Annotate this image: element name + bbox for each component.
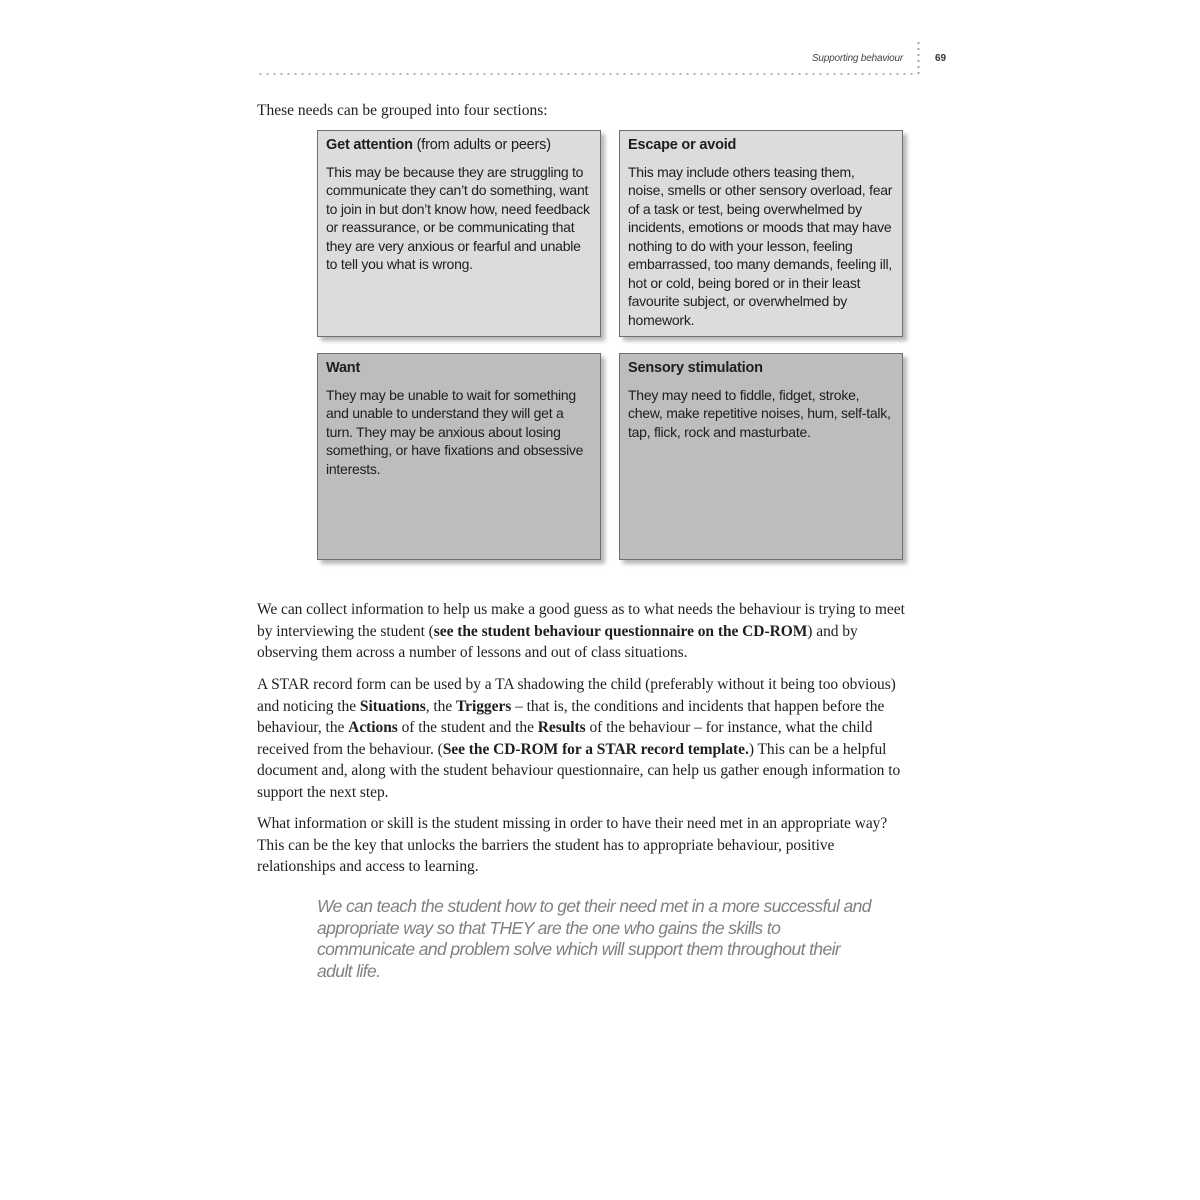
paragraph-text: ) This can be a helpful document and, along with the student behaviour questionnaire, can help us gather enough information to support the next step. — [257, 740, 901, 801]
body-paragraph-collect-information — [257, 599, 905, 664]
paragraph-bold-reference: see the student behaviour questionnaire on the CD-ROM — [433, 622, 808, 640]
header-dotted-rule — [257, 72, 917, 76]
needs-box-body: This may be because they are struggling to communicate they can’t do something, want to join in but don’t know how, need feedback or reassurance, or be communicating that they are very anxious or fearful and unable to tell you what is wrong. — [326, 163, 590, 272]
needs-box-title — [628, 359, 894, 378]
body-paragraph-missing-skill: What information or skill is the student missing in order to have their need met in an appropriate way? This can be the key that unlocks the barriers the student has to appropriate behaviour, positive relationships and access to learning. — [257, 815, 888, 875]
needs-box-sensory-stimulation — [619, 353, 903, 560]
paragraph-bold-term: Triggers — [456, 697, 512, 715]
needs-box-title-bold: Get attention — [326, 137, 413, 153]
needs-box-body: This may include others teasing them, noise, smells or other sensory overload, fear of a task or test, being overwhelmed by incidents, emotions or moods that may have nothing to do with your lesson, feeling embarrassed, too many demands, feeling ill, hot or cold, being bored or in their least favourite subject, or overwhelmed by homework. — [628, 163, 893, 328]
paragraph-text: A STAR record form can be used by a TA shadowing the child (preferably without it being too obvious) and noticing the — [257, 676, 896, 715]
paragraph-text: , the — [425, 697, 456, 715]
needs-box-escape-or-avoid — [619, 130, 903, 337]
running-header-section: Supporting behaviour — [811, 53, 903, 64]
paragraph-bold-term: Results — [537, 719, 586, 736]
needs-box-body: They may be unable to wait for something and unable to understand they will get a turn. They may be anxious about losing something, or have fixations and obsessive interests. — [326, 386, 584, 477]
body-paragraph-star-record — [257, 674, 905, 803]
paragraph-text: of the student and the — [397, 719, 538, 736]
header-divider-dots — [917, 40, 920, 78]
needs-box-get-attention — [317, 130, 601, 337]
needs-box-title-bold: Escape or avoid — [628, 137, 737, 153]
needs-box-title-bold: Want — [326, 360, 361, 376]
paragraph-bold-reference: See the CD-ROM for a STAR record template. — [442, 740, 749, 758]
paragraph-text: – that is, the conditions and incidents that happen before the behaviour, the — [257, 697, 885, 736]
paragraph-text: ) and by observing them across a number of lessons and out of class situations. — [257, 622, 858, 661]
paragraph-text: of the behaviour – for instance, what the child received from the behaviour. ( — [257, 719, 873, 758]
needs-box-want — [317, 353, 601, 560]
needs-box-body: They may need to fiddle, fidget, stroke, chew, make repetitive noises, hum, self-talk, tap, flick, rock and masturbate. — [628, 386, 891, 440]
needs-box-title-bold: Sensory stimulation — [628, 360, 763, 376]
intro-sentence: These needs can be grouped into four sections: — [257, 102, 548, 119]
page-number: 69 — [935, 53, 947, 64]
needs-box-title — [326, 136, 592, 155]
paragraph-text: We can collect information to help us make a good guess as to what needs the behaviour is trying to meet by interviewing the student ( — [257, 601, 905, 640]
paragraph-bold-term: Actions — [348, 719, 398, 736]
paragraph-bold-term: Situations — [359, 697, 426, 715]
needs-box-title-rest: (from adults or peers) — [412, 137, 551, 153]
pull-quote: We can teach the student how to get their need met in a more successful and appropriate way so that THEY are the one who gains the skills to communicate and problem solve which will support them throughout their adult life. — [317, 896, 871, 981]
needs-box-title — [326, 359, 592, 378]
running-header — [0, 52, 1200, 72]
needs-box-title — [628, 136, 894, 155]
